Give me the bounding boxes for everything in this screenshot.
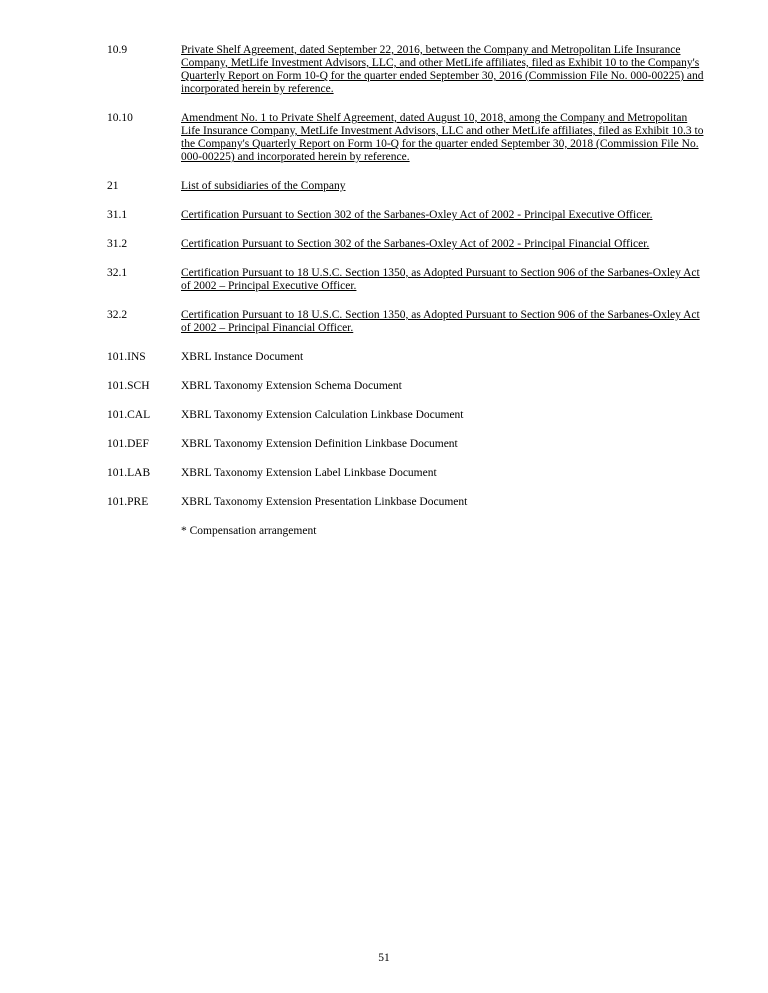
exhibit-number: 101.CAL [107,409,151,421]
exhibit-description: XBRL Instance Document [181,351,304,363]
exhibit-row [107,44,707,96]
exhibit-link[interactable]: Certification Pursuant to 18 U.S.C. Section 1350, as Adopted Pursuant to Section 906 of the Sarbanes-Oxley Act of 2002 – Principal Executive Officer. [181,267,700,292]
exhibit-row [107,238,707,251]
exhibit-description: XBRL Taxonomy Extension Presentation Linkbase Document [181,496,468,508]
exhibit-row [107,309,707,335]
exhibit-link[interactable]: Certification Pursuant to Section 302 of the Sarbanes-Oxley Act of 2002 - Principal Executive Officer. [181,209,653,221]
exhibit-number: 10.10 [107,112,133,124]
exhibit-number: 101.PRE [107,496,149,508]
exhibit-number: 32.2 [107,309,128,321]
exhibit-description: XBRL Taxonomy Extension Calculation Linkbase Document [181,409,464,421]
exhibit-link[interactable]: Amendment No. 1 to Private Shelf Agreement, dated August 10, 2018, among the Company and Metropolitan Life Insurance Company, MetLife Investment Advisors, LLC and other MetLife affiliates, filed as Exhibit 10.3 to the Company's Quarterly Report on Form 10-Q for the quarter ended September 30, 2018 (Commission File No. 000-00225) and incorporated herein by reference. [181,112,704,163]
exhibit-row [107,209,707,222]
exhibit-row [107,438,707,451]
exhibit-row [107,467,707,480]
exhibit-row [107,267,707,293]
exhibit-link[interactable]: Certification Pursuant to 18 U.S.C. Section 1350, as Adopted Pursuant to Section 906 of the Sarbanes-Oxley Act of 2002 – Principal Financial Officer. [181,309,700,334]
page-number: 51 [378,952,390,964]
exhibit-link[interactable]: Certification Pursuant to Section 302 of the Sarbanes-Oxley Act of 2002 - Principal Financial Officer. [181,238,650,250]
exhibit-number: 101.LAB [107,467,151,479]
exhibit-number: 31.1 [107,209,128,221]
exhibit-list [107,44,707,554]
exhibit-number: 101.SCH [107,380,150,392]
exhibit-row [107,525,707,538]
exhibit-row [107,496,707,509]
exhibit-number: 10.9 [107,44,128,56]
exhibit-description: XBRL Taxonomy Extension Schema Document [181,380,402,392]
exhibit-link[interactable]: List of subsidiaries of the Company [181,180,346,192]
exhibit-row [107,380,707,393]
exhibit-number: 101.DEF [107,438,149,450]
exhibit-number: 31.2 [107,238,128,250]
exhibit-row [107,409,707,422]
exhibit-description: XBRL Taxonomy Extension Definition Linkbase Document [181,438,458,450]
exhibit-row [107,112,707,164]
exhibit-description: XBRL Taxonomy Extension Label Linkbase Document [181,467,437,479]
exhibit-number: 101.INS [107,351,146,363]
exhibit-row [107,351,707,364]
exhibit-description: * Compensation arrangement [181,525,317,537]
exhibit-number: 21 [107,180,119,192]
exhibit-number: 32.1 [107,267,128,279]
exhibit-row [107,180,707,193]
exhibit-link[interactable]: Private Shelf Agreement, dated September 22, 2016, between the Company and Metropolitan Life Insurance Company, MetLife Investment Advisors, LLC, and other MetLife affiliates, filed as Exhibit 10 to the Company's Quarterly Report on Form 10-Q for the quarter ended September 30, 2016 (Commission File No. 000-00225) and incorporated herein by reference. [181,44,704,95]
